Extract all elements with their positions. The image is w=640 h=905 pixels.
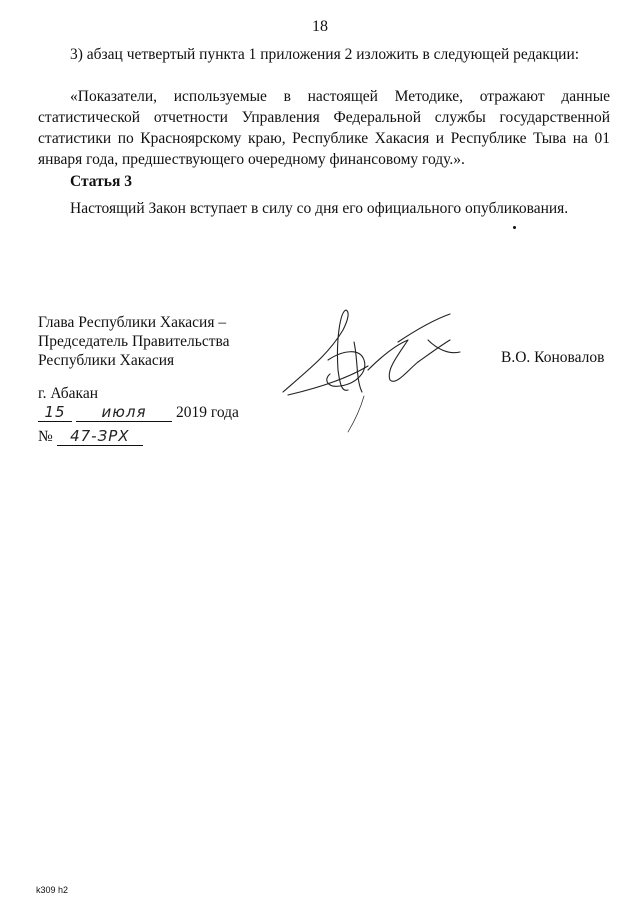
page-number: 18 (312, 18, 328, 35)
handwritten-signature (268, 300, 468, 440)
place-of-signing: г. Абакан (38, 385, 99, 402)
law-number (38, 427, 143, 446)
scan-speck (513, 226, 516, 229)
number-prefix: № (38, 428, 53, 445)
number-value: 47-ЗРХ (57, 427, 143, 446)
signatory-title (38, 313, 230, 370)
signatory-line-3: Республики Хакасия (38, 352, 175, 369)
date-day: 15 (38, 403, 72, 422)
date-month: июля (76, 403, 172, 422)
date-year: 2019 года (176, 404, 239, 421)
signatory-line-2: Председатель Правительства (38, 333, 230, 350)
signing-date (38, 403, 239, 422)
paragraph-effective-date: Настоящий Закон вступает в силу со дня его официального опубликования. (70, 200, 569, 217)
signatory-name: В.О. Коновалов (501, 349, 605, 366)
paragraph-amendment-intro: 3) абзац четвертый пункта 1 приложения 2 изложить в следующей редакции: (70, 46, 580, 63)
signatory-line-1: Глава Республики Хакасия – (38, 314, 227, 331)
paragraph-amendment-text: «Показатели, используемые в настоящей Методике, отражают данные статистической отчетности Управления Федеральной службы государственной статистики по Красноярскому краю, Республике Хакасия и Республике Тыва на 01 января года, предшествующего очередному финансовому году.». (38, 88, 610, 168)
footer-code: k309 h2 (36, 885, 69, 895)
article-heading: Статья 3 (70, 173, 132, 190)
